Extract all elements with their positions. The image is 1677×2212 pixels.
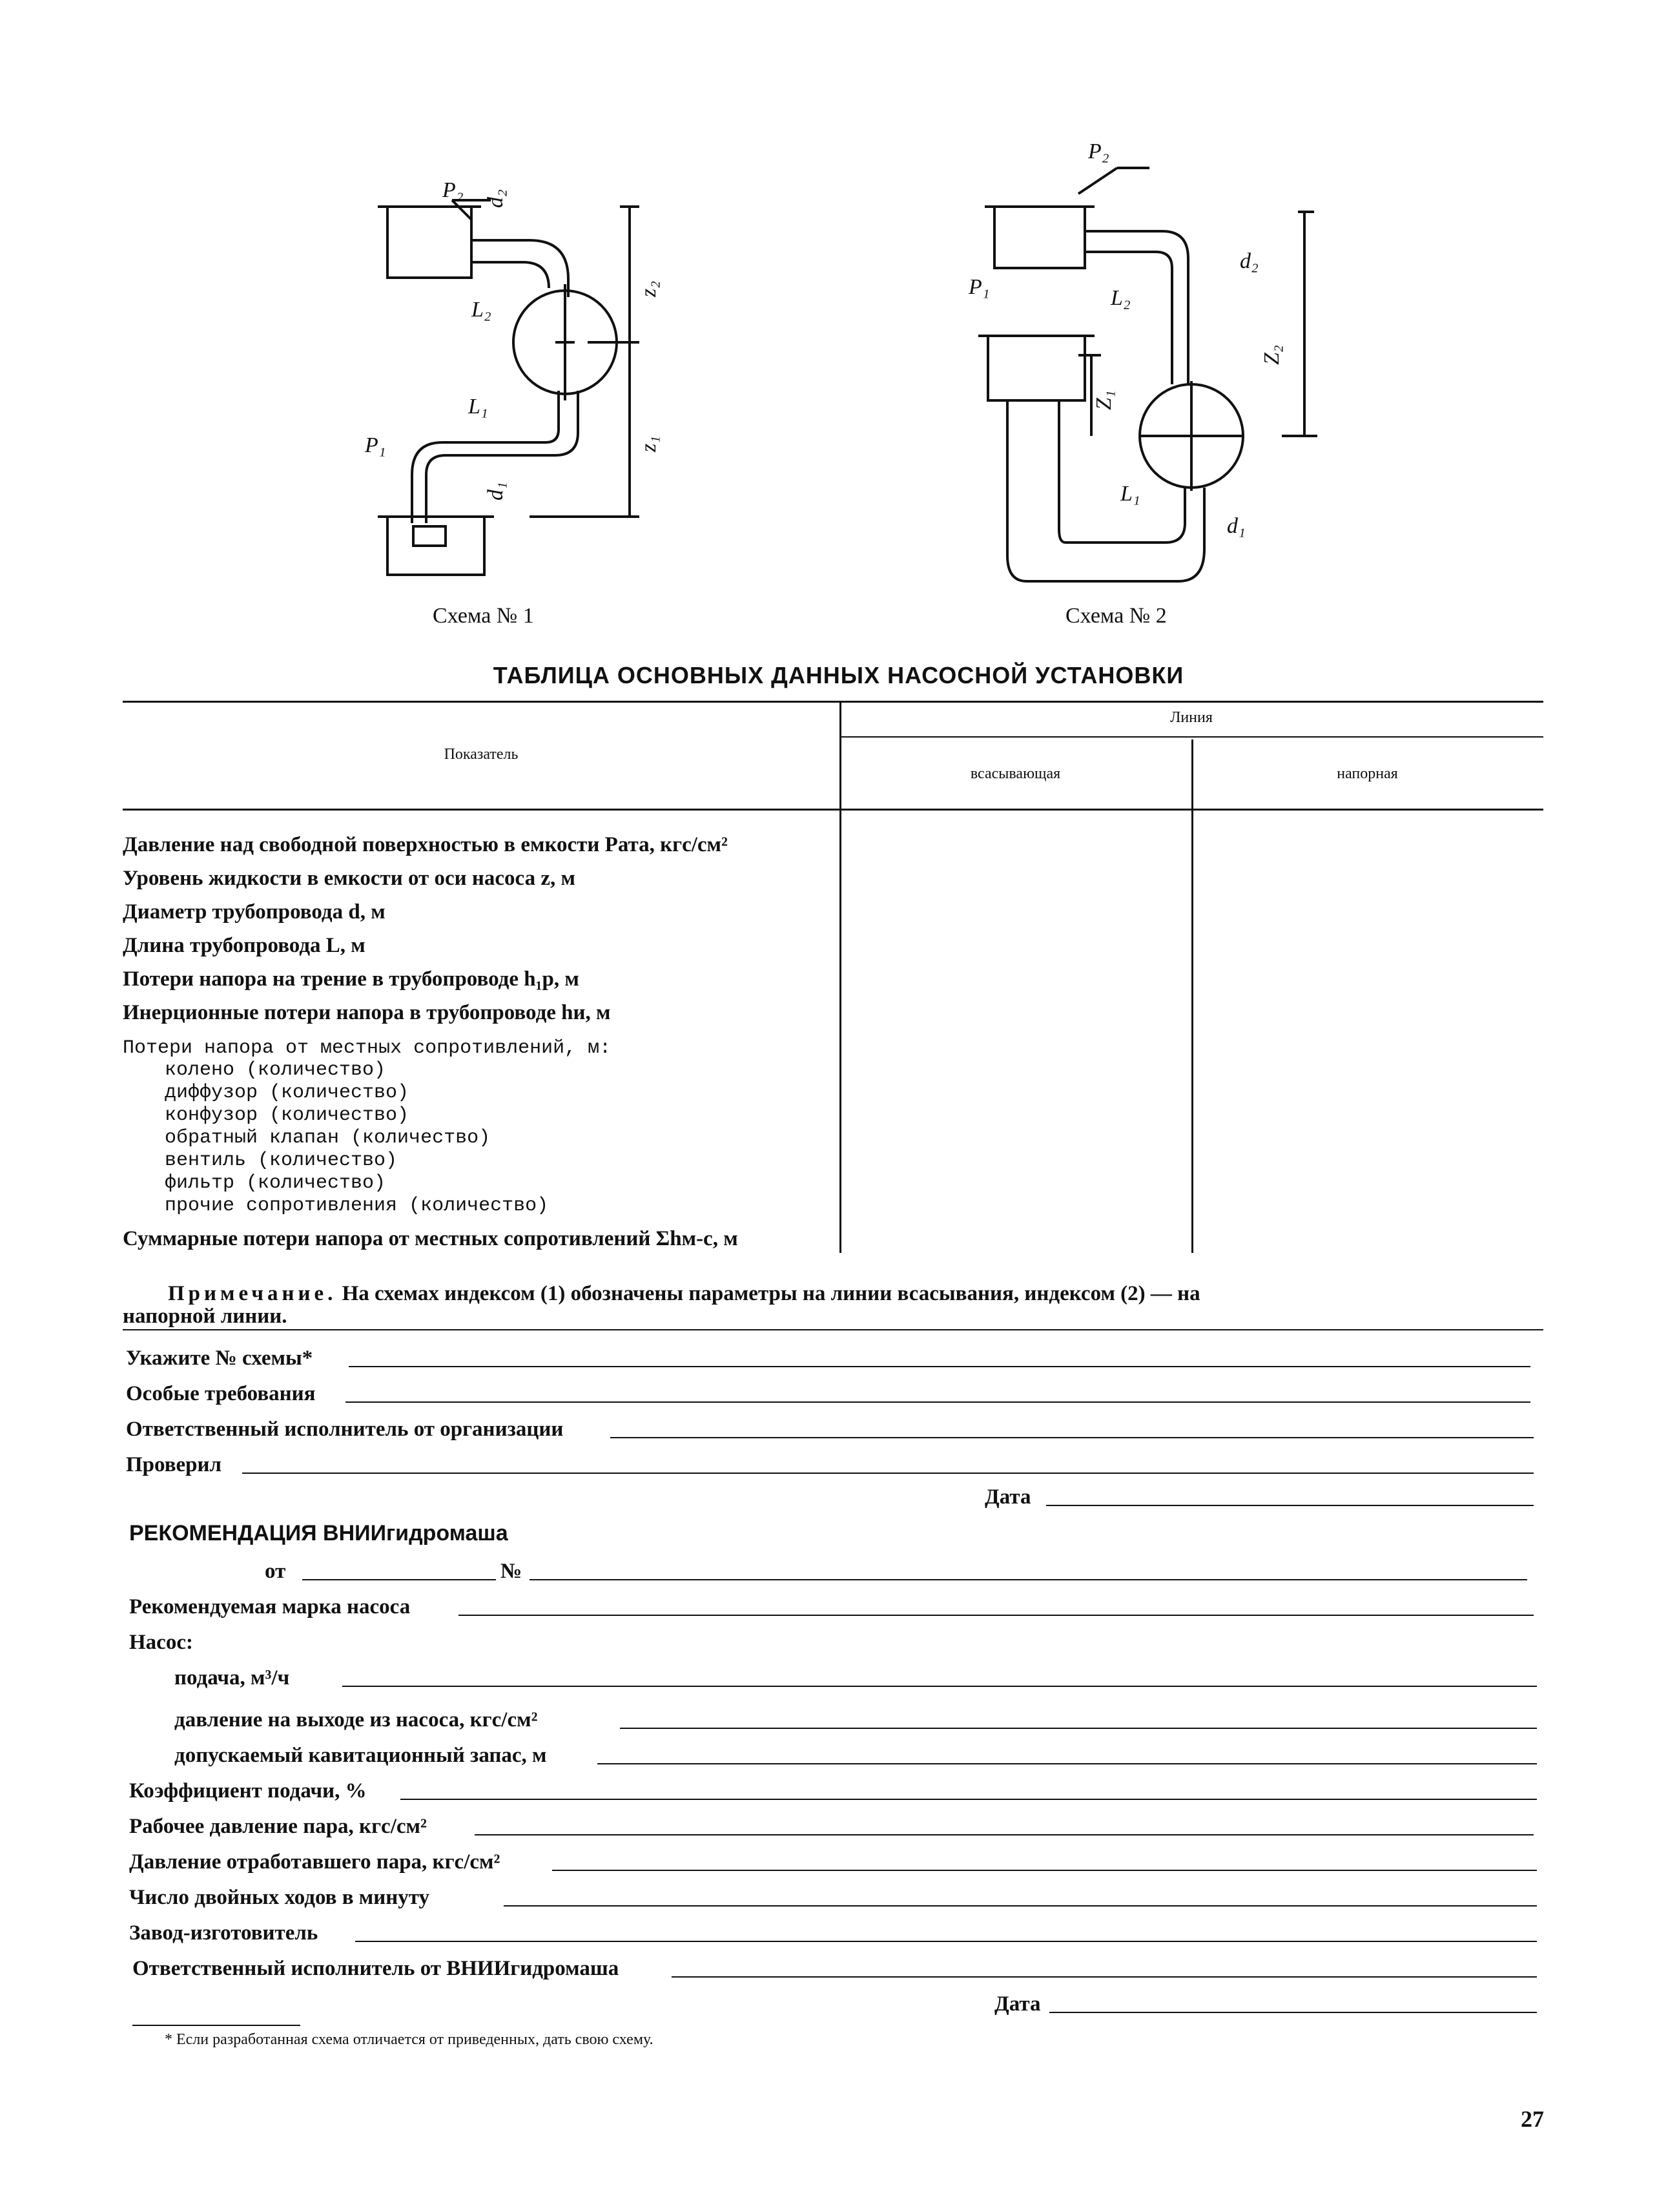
local-item: колено (количество) — [165, 1059, 386, 1081]
npsh-label: допускаемый кавитационный запас, м — [174, 1744, 547, 1767]
rec-responsible-input[interactable] — [672, 1976, 1537, 1978]
note-rule — [123, 1329, 1543, 1330]
local-item: вентиль (количество) — [165, 1150, 398, 1172]
row-total: Суммарные потери напора от местных сопротивлений Σhм-с, м — [123, 1227, 738, 1250]
local-item: обратный клапан (количество) — [165, 1127, 491, 1149]
npsh-input[interactable] — [597, 1763, 1537, 1764]
s2-label-p1: P₁ — [969, 275, 990, 299]
pump-label: Насос: — [129, 1631, 193, 1654]
rec-heading: РЕКОМЕНДАЦИЯ ВНИИгидромаша — [129, 1521, 508, 1545]
maker-input[interactable] — [355, 1941, 1537, 1942]
header-line: Линия — [1170, 709, 1213, 726]
row-pressure: Давление над свободной поверхностью в емкости Pата, кгс/см² — [123, 833, 728, 856]
note-line-1 — [168, 1282, 1200, 1306]
footnote: * Если разработанная схема отличается от приведенных, дать свою схему. — [165, 2031, 653, 2048]
row-friction: Потери напора на трение в трубопроводе h₁р, м — [123, 967, 579, 991]
row-length: Длина трубопровода L, м — [123, 934, 365, 957]
note-line-2: напорной линии. — [123, 1305, 287, 1328]
s1-label-z2: z₂ — [637, 280, 661, 297]
page-number: 27 — [1521, 2106, 1544, 2132]
responsible-label: Ответственный исполнитель от организации — [126, 1418, 564, 1441]
s1-label-p2: P₂ — [442, 178, 464, 202]
s2-label-z1: Z₁ — [1092, 390, 1116, 410]
coef-label: Коэффициент подачи, % — [129, 1779, 367, 1803]
scheme-1-diagram — [336, 136, 697, 601]
row-level: Уровень жидкости в емкости от оси насоса z, м — [123, 867, 575, 890]
checked-label: Проверил — [126, 1453, 222, 1476]
rec-date-label: Дата — [994, 1992, 1041, 2016]
s1-label-p1: P₁ — [365, 433, 386, 457]
table-top-rule — [123, 701, 1543, 703]
steam-work-input[interactable] — [475, 1834, 1534, 1835]
header-indicator: Показатель — [444, 746, 519, 763]
maker-label: Завод-изготовитель — [129, 1921, 318, 1945]
rec-number-input[interactable] — [530, 1579, 1527, 1580]
strokes-label: Число двойных ходов в минуту — [129, 1886, 430, 1909]
special-input[interactable] — [345, 1401, 1530, 1403]
s2-label-z2: Z₂ — [1260, 345, 1284, 365]
s2-label-d2: d₂ — [1240, 249, 1259, 273]
pressure-out-label: давление на выходе из насоса, кгс/см² — [174, 1708, 538, 1731]
s2-label-p2: P₂ — [1088, 140, 1109, 163]
header-suction: всасывающая — [970, 765, 1061, 782]
pressure-out-input[interactable] — [620, 1728, 1537, 1729]
note-lead: Примечание. — [168, 1282, 337, 1305]
s1-label-l2: L₂ — [471, 298, 491, 322]
s1-label-l1: L₁ — [468, 395, 488, 419]
s1-label-z1: z₁ — [637, 435, 661, 452]
table-title: ТАБЛИЦА ОСНОВНЫХ ДАННЫХ НАСОСНОЙ УСТАНОВКИ — [493, 662, 1184, 688]
date-input[interactable] — [1046, 1505, 1534, 1506]
scheme-input[interactable] — [349, 1366, 1530, 1367]
table-line-rule — [839, 736, 1543, 738]
scheme-label: Укажите № схемы* — [126, 1347, 313, 1370]
s2-label-l2: L₂ — [1111, 286, 1131, 310]
steam-work-label: Рабочее давление пара, кгс/см² — [129, 1815, 427, 1838]
local-item: фильтр (количество) — [165, 1172, 386, 1194]
local-item: конфузор (количество) — [165, 1104, 409, 1126]
local-item: диффузор (количество) — [165, 1082, 409, 1104]
s2-label-d1: d₁ — [1227, 514, 1246, 538]
rec-responsible-label: Ответственный исполнитель от ВНИИгидромаша — [132, 1957, 619, 1980]
checked-input[interactable] — [242, 1473, 1534, 1474]
flow-label: подача, м³/ч — [174, 1666, 290, 1690]
row-inertia: Инерционные потери напора в трубопроводе hи, м — [123, 1001, 611, 1024]
rec-from-label: от — [265, 1560, 286, 1583]
local-item: прочие сопротивления (количество) — [165, 1195, 549, 1217]
row-local-heading: Потери напора от местных сопротивлений, м: — [123, 1037, 612, 1059]
rec-date-input[interactable] — [1049, 2012, 1537, 2013]
steam-exhaust-label: Давление отработавшего пара, кгс/см² — [129, 1850, 500, 1874]
rec-from-input[interactable] — [302, 1579, 496, 1580]
note-text: На схемах индексом (1) обозначены параметры на линии всасывания, индексом (2) — на — [336, 1282, 1200, 1305]
responsible-input[interactable] — [610, 1437, 1534, 1438]
s2-label-l1: L₁ — [1120, 482, 1140, 506]
flow-input[interactable] — [342, 1686, 1537, 1687]
rec-number-label: № — [500, 1560, 522, 1583]
steam-exhaust-input[interactable] — [552, 1870, 1537, 1871]
table-header-rule — [123, 809, 1543, 811]
scheme-2-diagram — [956, 129, 1382, 607]
s1-label-d1: d₁ — [484, 482, 508, 501]
table-vline-2 — [1191, 739, 1193, 1253]
footnote-rule — [132, 2025, 300, 2026]
coef-input[interactable] — [400, 1799, 1537, 1800]
s1-label-d2: d₂ — [484, 189, 508, 208]
pump-brand-input[interactable] — [458, 1615, 1534, 1616]
special-label: Особые требования — [126, 1382, 316, 1405]
header-discharge: напорная — [1337, 765, 1398, 782]
date-label: Дата — [985, 1485, 1031, 1509]
row-diameter: Диаметр трубопровода d, м — [123, 900, 386, 924]
table-vline-1 — [839, 701, 841, 1253]
pump-brand-label: Рекомендуемая марка насоса — [129, 1595, 411, 1618]
scheme-1-caption: Схема № 1 — [433, 604, 534, 628]
strokes-input[interactable] — [504, 1905, 1537, 1907]
scheme-2-caption: Схема № 2 — [1065, 604, 1167, 628]
